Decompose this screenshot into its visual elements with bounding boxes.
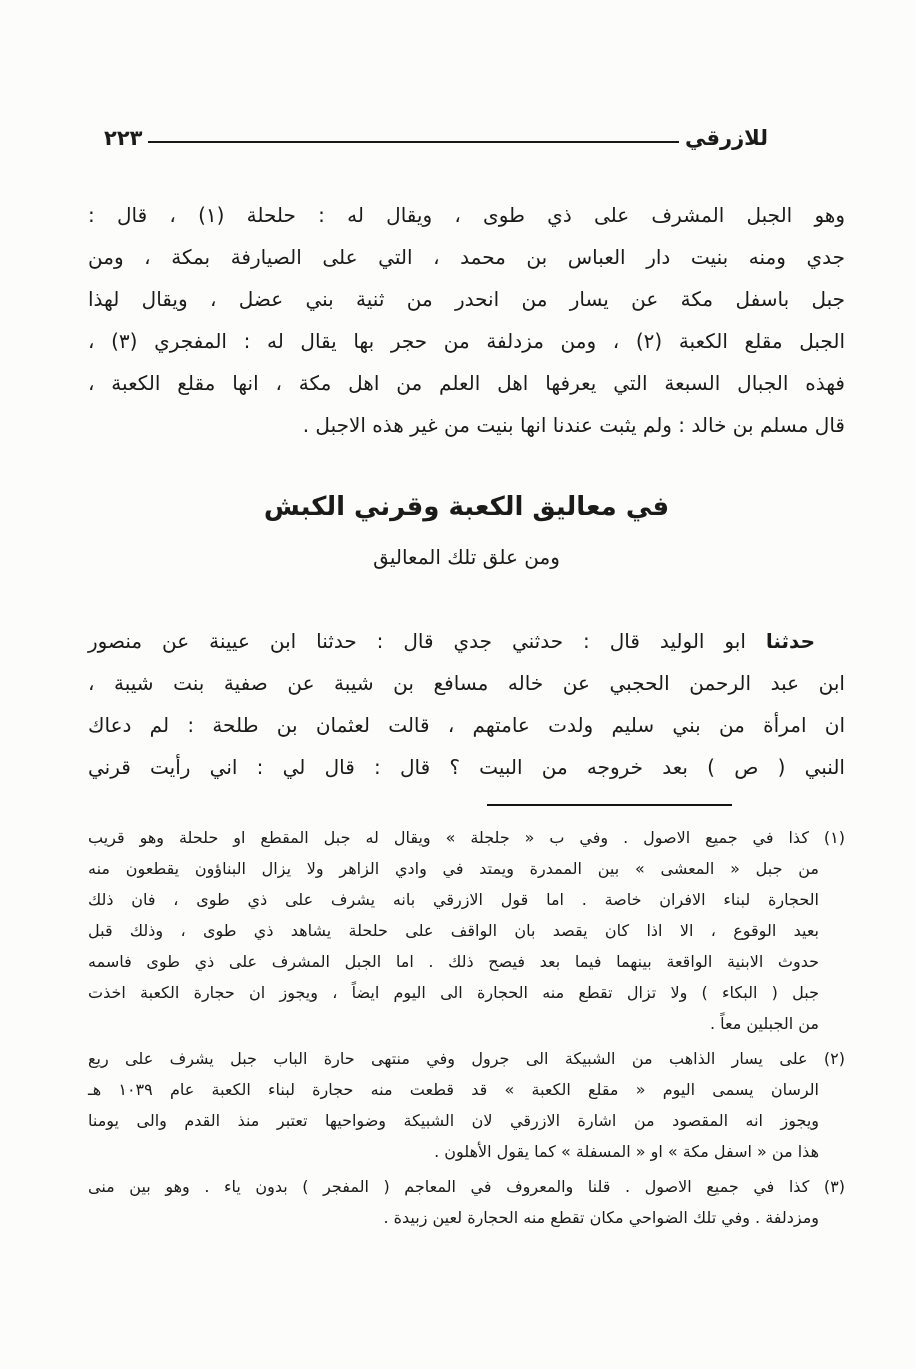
footnote-marker: (٢) xyxy=(823,1049,846,1068)
footnote-line xyxy=(88,822,845,853)
footnote-2 xyxy=(88,1043,845,1167)
paragraph-lead-word: حدثنا xyxy=(765,629,815,653)
page-number: ٢٢٣ xyxy=(104,126,143,150)
paragraph-2 xyxy=(88,620,845,788)
footnote-text: على يسار الذاهب من الشبيكة الى جرول وفي منتهى حارة الباب جبل يشرف على ريع xyxy=(88,1049,808,1068)
footnote-line: الحجارة لبناء الافران خاصة . اما قول الازرقي بانه يشرف على ذي طوى ، فان ذلك xyxy=(88,890,819,909)
running-title: للازرقي xyxy=(684,126,768,150)
footnote-line xyxy=(88,1043,845,1074)
text-line: الجبل مقلع الكعبة (٢) ، ومن مزدلفة من حجر بها يقال له : المفجري (٣) ، xyxy=(88,329,845,353)
footnote-line: الرسان يسمى اليوم « مقلع الكعبة » قد قطعت منه حجارة لبناء الكعبة عام ١٠٣٩ هـ xyxy=(88,1080,819,1099)
text-line: ان امرأة من بني سليم ولدت عامتهم ، قالت لعثمان بن طلحة : لم دعاك xyxy=(88,713,845,737)
footnote-3 xyxy=(88,1171,845,1233)
footnote-line: من جبل « المعشى » بين الممدرة ويمتد في وادي الزاهر ولا يزال البناؤون يقطعون منه xyxy=(88,859,819,878)
footnotes-section xyxy=(88,822,845,1233)
footnote-line: ومزدلفة . وفي تلك الضواحي مكان تقطع منه الحجارة لعين زبيدة . xyxy=(383,1208,819,1227)
section-title: في معاليق الكعبة وقرني الكبش xyxy=(263,492,670,522)
footnote-line: ويجوز انه المقصود من اشارة الازرقي لان الشبيكة وضواحيها تعتبر منذ القدم والى يومنا xyxy=(88,1111,819,1130)
text-line: قال مسلم بن خالد : ولم يثبت عندنا انها بنيت من غير هذه الاجبل . xyxy=(302,413,845,437)
footnote-marker: (١) xyxy=(823,828,845,847)
footnote-separator xyxy=(487,804,732,806)
footnote-1 xyxy=(88,822,845,1039)
text-line: جدي ومنه بنيت دار العباس بن محمد ، التي على الصيارفة بمكة ، ومن xyxy=(88,245,845,269)
text-line xyxy=(88,620,845,662)
footnote-line: حدوث الابنية الواقعة بينهما فيما بعد فيصح ذلك . اما الجبل المشرف على ذي طوى فاسمه xyxy=(88,952,819,971)
footnote-line: جبل ( البكاء ) ولا تزال تقطع منه الحجارة الى اليوم ايضاً ، ويجوز ان حجارة الكعبة اخذت xyxy=(88,983,819,1002)
footnote-marker: (٣) xyxy=(823,1177,845,1196)
footnote-line: هذا من « اسفل مكة » او « المسفلة » كما يقول الأهلون . xyxy=(434,1142,819,1161)
footnote-text: كذا في جميع الاصول . قلنا والمعروف في المعاجم ( المفجر ) بدون ياء . وهو بين منى xyxy=(88,1177,810,1196)
text-line: جبل باسفل مكة عن يسار من انحدر من ثنية بني عضل ، ويقال لهذا xyxy=(88,287,845,311)
text-line: ابن عبد الرحمن الحجبي عن خاله مسافع بن شيبة عن صفية بنت شيبة ، xyxy=(88,671,845,695)
footnote-line: من الجبلين معاً . xyxy=(709,1014,819,1033)
text-column xyxy=(88,0,845,1237)
text-line: النبي ( ص ) بعد خروجه من البيت ؟ قال : قال لي : اني رأيت قرني xyxy=(88,755,845,779)
footnote-line xyxy=(88,1171,845,1202)
section-subtitle: ومن علق تلك المعاليق xyxy=(373,545,560,569)
text-line-rest: ابو الوليد قال : حدثني جدي قال : حدثنا ابن عيينة عن منصور xyxy=(88,629,746,653)
footnote-line: بعيد الوقوع ، الا اذا كان يقصد بان الواقف على حلحلة يشاهد ذي طوى ، وذلك قبل xyxy=(88,921,819,940)
paragraph-1 xyxy=(88,194,845,446)
text-line: فهذه الجبال السبعة التي يعرفها اهل العلم من اهل مكة ، انها مقلع الكعبة ، xyxy=(88,371,845,395)
text-line: وهو الجبل المشرف على ذي طوى ، ويقال له : حلحلة (١) ، قال : xyxy=(88,203,845,227)
footnote-text: كذا في جميع الاصول . وفي ب « جلجلة » ويقال له جبل المقطع او حلحلة وهو قريب xyxy=(88,828,809,847)
